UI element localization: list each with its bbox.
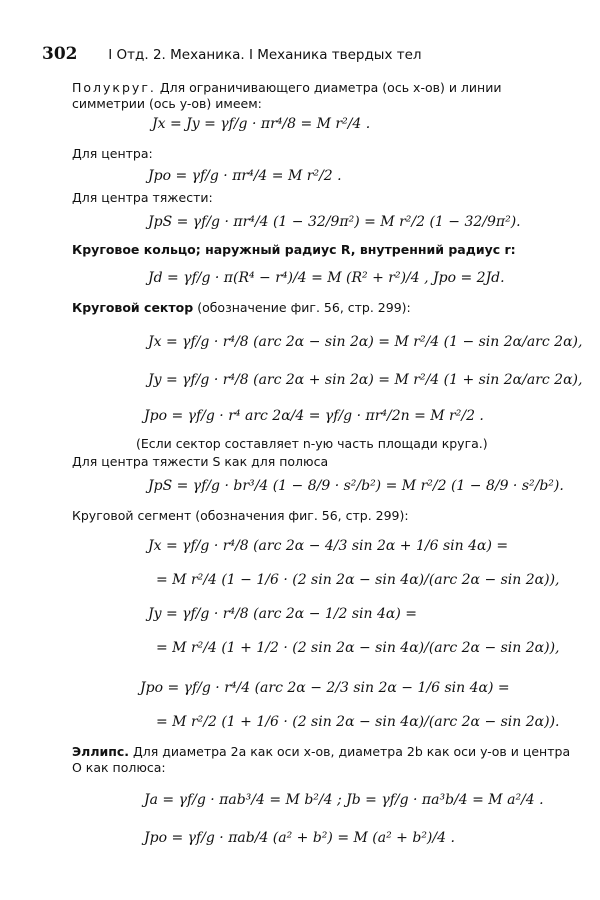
sector-text: (обозначение фиг. 56, стр. 299): bbox=[197, 300, 411, 315]
page-number: 302 bbox=[42, 44, 78, 64]
formula-10: = M r²/4 (1 − 1/6 · (2 sin 2α − sin 4α)/(arc 2α − sin 2α)), bbox=[156, 572, 560, 588]
ellipse-paragraph bbox=[72, 744, 572, 776]
sector-paragraph bbox=[72, 300, 572, 316]
formula-6: Jy = γf/g · r⁴/8 (arc 2α + sin 2α) = M r²/4 (1 + sin 2α/arc 2α), bbox=[148, 372, 583, 388]
ring-label: Круговое кольцо; наружный радиус R, внутренний радиус r: bbox=[72, 242, 516, 257]
running-head: I Отд. 2. Механика. I Механика твердых тел bbox=[108, 47, 422, 63]
formula-1: Jx = Jy = γf/g · πr⁴/8 = M r²/4 . bbox=[152, 116, 371, 132]
semicircle-paragraph bbox=[72, 80, 572, 112]
sector-note: (Если сектор составляет n-ую часть площади круга.) bbox=[136, 436, 488, 451]
semicircle-text: Для ограничивающего диаметра (ось x-ов) и линии симметрии (ось y-ов) имеем: bbox=[72, 80, 502, 111]
ellipse-heading: Эллипс. bbox=[72, 744, 130, 759]
formula-8: JpS = γf/g · br³/4 (1 − 8/9 · s²/b²) = M r²/2 (1 − 8/9 · s²/b²). bbox=[148, 478, 564, 494]
sector-heading: Круговой сектор bbox=[72, 300, 194, 315]
semicircle-center-label: Для центра: bbox=[72, 146, 153, 161]
formula-2: Jpo = γf/g · πr⁴/4 = M r²/2 . bbox=[148, 168, 342, 184]
formula-11: Jy = γf/g · r⁴/8 (arc 2α − 1/2 sin 4α) = bbox=[148, 606, 418, 622]
formula-4: Jd = γf/g · π(R⁴ − r⁴)/4 = M (R² + r²)/4 , Jpo = 2Jd. bbox=[148, 270, 505, 286]
formula-3: JpS = γf/g · πr⁴/4 (1 − 32/9π²) = M r²/2 (1 − 32/9π²). bbox=[148, 214, 521, 230]
formula-5: Jx = γf/g · r⁴/8 (arc 2α − sin 2α) = M r²/4 (1 − sin 2α/arc 2α), bbox=[148, 334, 583, 350]
page-header bbox=[42, 44, 570, 64]
semicircle-heading: Полукруг. bbox=[72, 80, 156, 95]
ellipse-text: Для диаметра 2a как оси x-ов, диаметра 2b как оси y-ов и центра O как полюса: bbox=[72, 744, 571, 775]
formula-9: Jx = γf/g · r⁴/8 (arc 2α − 4/3 sin 2α + 1/6 sin 4α) = bbox=[148, 538, 509, 554]
formula-7: Jpo = γf/g · r⁴ arc 2α/4 = γf/g · πr⁴/2n = M r²/2 . bbox=[144, 408, 484, 424]
formula-12: = M r²/4 (1 + 1/2 · (2 sin 2α − sin 4α)/(arc 2α − sin 2α)), bbox=[156, 640, 560, 656]
formula-14: = M r²/2 (1 + 1/6 · (2 sin 2α − sin 4α)/(arc 2α − sin 2α)). bbox=[156, 714, 560, 730]
sector-cg-label: Для центра тяжести S как для полюса bbox=[72, 454, 329, 469]
segment-label: Круговой сегмент (обозначения фиг. 56, стр. 299): bbox=[72, 508, 409, 523]
formula-16: Jpo = γf/g · πab/4 (a² + b²) = M (a² + b²)/4 . bbox=[144, 830, 455, 846]
formula-15: Ja = γf/g · πab³/4 = M b²/4 ; Jb = γf/g · πa³b/4 = M a²/4 . bbox=[144, 792, 544, 808]
semicircle-cg-label: Для центра тяжести: bbox=[72, 190, 213, 205]
formula-13: Jpo = γf/g · r⁴/4 (arc 2α − 2/3 sin 2α − 1/6 sin 4α) = bbox=[140, 680, 510, 696]
